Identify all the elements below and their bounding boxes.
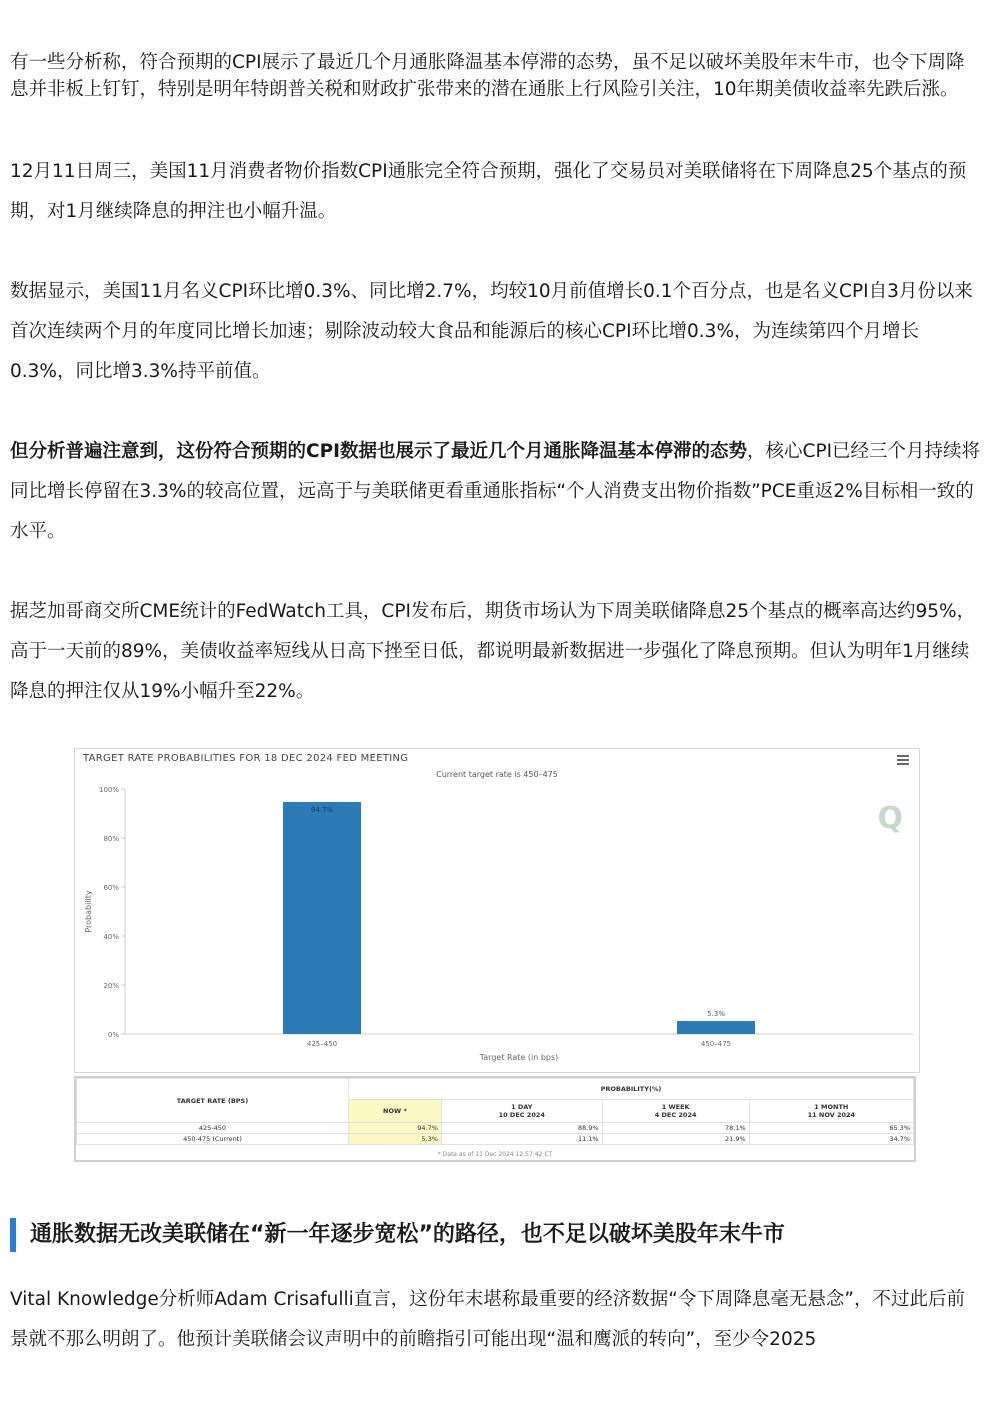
table-cell: 78.1% xyxy=(602,1123,749,1134)
section-heading: 通胀数据无改美联储在“新一年逐步宽松”的路径，也不足以破坏美股年末牛市 xyxy=(10,1218,982,1252)
watermark-logo: Q xyxy=(877,801,903,836)
probability-table-card xyxy=(74,1076,916,1162)
header-target-rate: TARGET RATE (BPS) xyxy=(77,1079,349,1123)
table-cell: 11.1% xyxy=(441,1134,602,1145)
header-1-month: 1 MONTH 11 NOV 2024 xyxy=(749,1100,913,1123)
chart-subtitle: Current target rate is 450–475 xyxy=(436,770,558,779)
y-tick-label: 0% xyxy=(107,1031,119,1039)
paragraph-2: 12月11日周三，美国11月消费者物价指数CPI通胀完全符合预期，强化了交易员对美联储将在下周降息25个基点的预期，对1月继续降息的押注也小幅升温。 xyxy=(10,161,967,222)
table-footnote: * Data as of 11 Dec 2024 12:57:42 CT xyxy=(437,1151,553,1158)
table-cell: 88.9% xyxy=(441,1123,602,1134)
data-label: 5.3% xyxy=(707,1010,725,1019)
bar-425–450 xyxy=(283,802,361,1034)
paragraph-5: 据芝加哥商交所CME统计的FedWatch工具，CPI发布后，期货市场认为下周美联储降息25个基点的概率高达约95%，高于一天前的89%，美债收益率短线从日高下挫至日低，都说明最新数据进一步强化了降息预期。但认为明年1月继续降息的押注仅从19%小幅升至22%。 xyxy=(10,601,976,702)
paragraph-4-bold: 但分析普遍注意到，这份符合预期的CPI数据也展示了最近几个月通胀降温基本停滞的态势 xyxy=(10,441,748,462)
x-tick-label: 425–450 xyxy=(306,1040,338,1048)
y-tick-label: 100% xyxy=(98,786,119,794)
paragraph-3: 数据显示，美国11月名义CPI环比增0.3%、同比增2.7%，均较10月前值增长0.1个百分点，也是名义CPI自3月份以来首次连续两个月的年度同比增长加速；剔除波动较大食品和能源后的核心CPI环比增0.3%，为连续第四个月增长0.3%，同比增3.3%持平前值。 xyxy=(10,281,973,382)
paragraph-1: 有一些分析称，符合预期的CPI展示了最近几个月通胀降温基本停滞的态势，虽不足以破坏美股年末牛市，也令下周降息并非板上钉钉，特别是明年特朗普关税和财政扩张带来的潜在通胀上行风险引关注，10年期美债收益率先跌后涨。 xyxy=(10,52,965,100)
header-1-day: 1 DAY 10 DEC 2024 xyxy=(441,1100,602,1123)
bar-chart xyxy=(75,749,919,1072)
y-tick-label: 20% xyxy=(103,982,119,990)
table-row xyxy=(77,1134,914,1145)
table-cell: 21.9% xyxy=(602,1134,749,1145)
table-row xyxy=(77,1123,914,1134)
x-axis-label: Target Rate (in bps) xyxy=(479,1053,559,1062)
data-label: 94.7% xyxy=(310,805,334,814)
table-cell: 5.3% xyxy=(349,1134,442,1145)
header-probability: PROBABILITY(%) xyxy=(349,1079,914,1100)
y-tick-label: 80% xyxy=(103,835,119,843)
paragraph-4 xyxy=(10,432,982,552)
y-tick-label: 60% xyxy=(103,884,119,892)
fedwatch-chart-card xyxy=(74,748,920,1073)
paragraph-6: Vital Knowledge分析师Adam Crisafulli直言，这份年末堪称最重要的经济数据“令下周降息毫无悬念”，不过此后前景就不那么明朗了。他预计美联储会议声明中的前瞻指引可能出现“温和鹰派的转向”，至少令2025 xyxy=(10,1289,965,1350)
table-cell: 34.7% xyxy=(749,1134,913,1145)
table-cell-target: 425-450 xyxy=(77,1123,349,1134)
x-tick-label: 450–475 xyxy=(700,1040,732,1048)
table-cell-target: 450-475 (Current) xyxy=(77,1134,349,1145)
header-now: NOW * xyxy=(349,1100,442,1123)
table-cell: 65.3% xyxy=(749,1123,913,1134)
header-1-week: 1 WEEK 4 DEC 2024 xyxy=(602,1100,749,1123)
probability-table xyxy=(76,1078,914,1145)
bar-450–475 xyxy=(677,1021,755,1034)
chart-title: TARGET RATE PROBABILITIES FOR 18 DEC 2024 FED MEETING xyxy=(83,753,409,764)
paragraph-4-rest: ，核心CPI已经三个月持续将同比增长停留在3.3%的较高位置，远高于与美联储更看重通胀指标“个人消费支出物价指数”PCE重返2%目标相一致的水平。 xyxy=(10,441,981,542)
y-tick-label: 40% xyxy=(103,933,119,941)
table-cell: 94.7% xyxy=(349,1123,442,1134)
y-axis-label: Probability xyxy=(84,890,93,933)
